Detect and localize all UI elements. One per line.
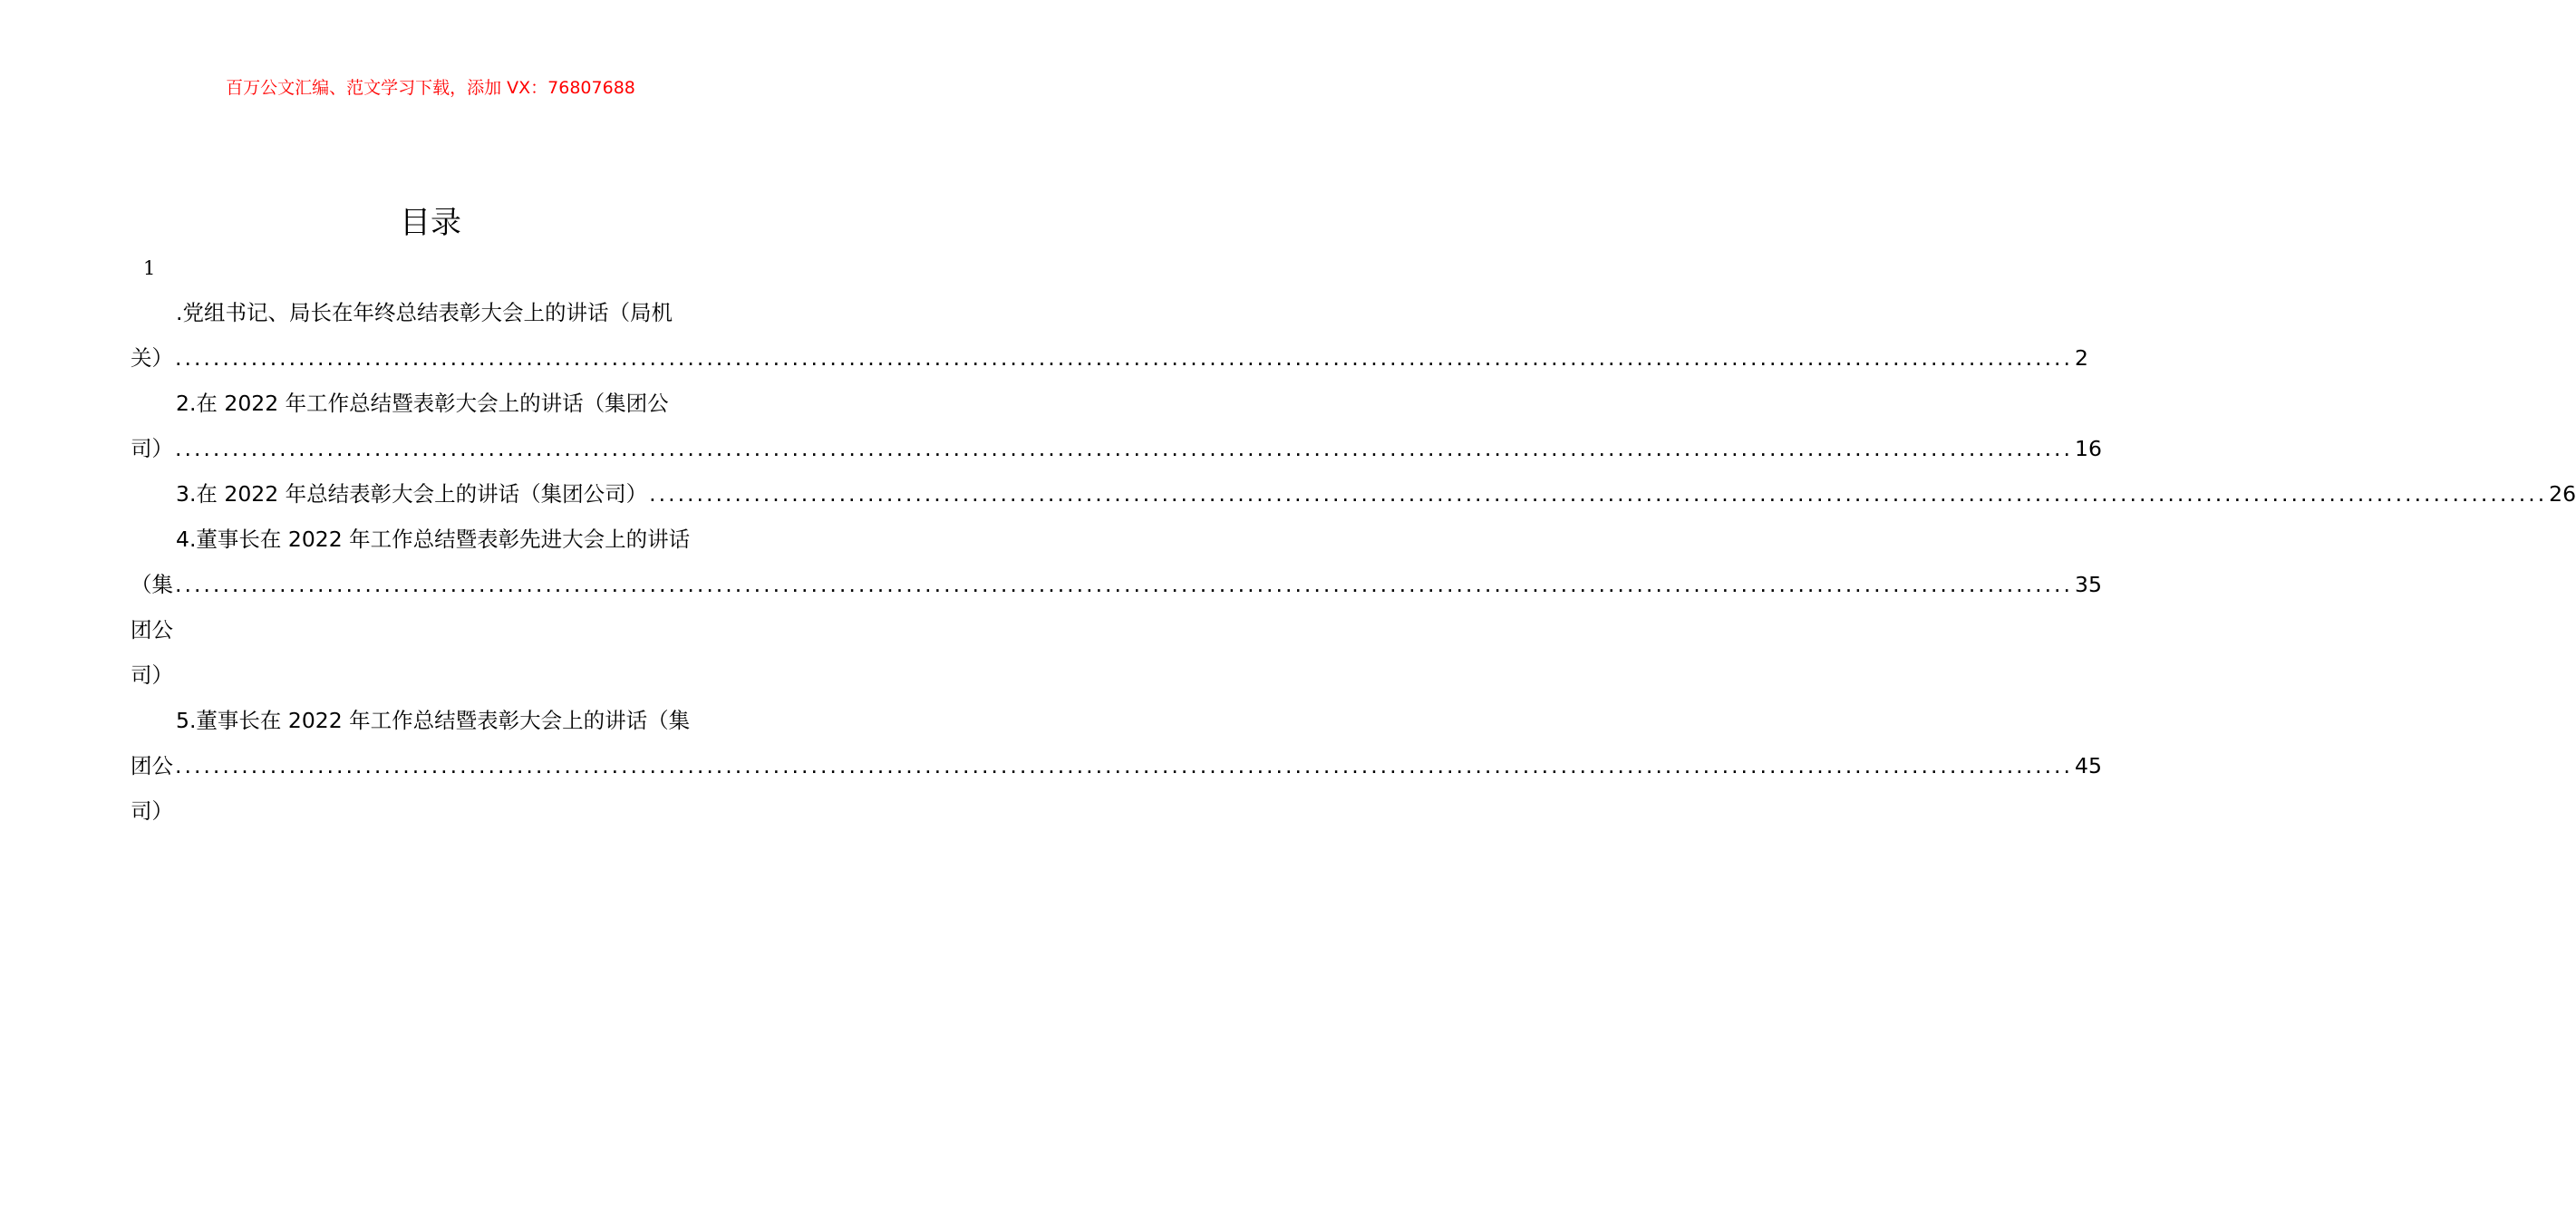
toc-page-number: 26 xyxy=(2549,481,2576,507)
toc-entry-title: 2.在 2022 年工作总结暨表彰大会上的讲话（集团公 xyxy=(176,391,669,416)
toc-entry-title: 4.董事长在 2022 年工作总结暨表彰先进大会上的讲话 xyxy=(176,527,691,552)
toc-page-number: 35 xyxy=(2075,572,2102,597)
toc-entry-2[interactable] xyxy=(131,381,2102,471)
toc-page-number: 2 xyxy=(2075,345,2088,371)
toc-entry-3[interactable] xyxy=(131,471,2576,517)
dot-leader: ........................................................................................................................................................................................................ xyxy=(175,436,2073,461)
dot-leader: ........................................................................................................................................................................................................ xyxy=(175,753,2073,778)
page-title: 目录 xyxy=(400,205,461,241)
table-of-contents xyxy=(131,290,2576,834)
dot-leader: ........................................................................................................................................................................................................ xyxy=(175,345,2073,371)
toc-entry-title-cont: （集团公司） xyxy=(131,572,173,688)
watermark-text: 百万公文汇编、范文学习下载，添加 VX：76807688 xyxy=(226,78,635,98)
toc-entry-4[interactable] xyxy=(131,517,2102,698)
toc-entry-5[interactable] xyxy=(131,698,2102,834)
toc-entry-1[interactable] xyxy=(131,290,2088,381)
toc-entry-title-cont: 司） xyxy=(131,436,173,461)
toc-entry-title: .党组书记、局长在年终总结表彰大会上的讲话（局机 xyxy=(176,300,673,325)
toc-entry-title-cont: 团公司） xyxy=(131,753,173,824)
toc-entry-title-cont: 关） xyxy=(131,345,173,371)
toc-entry-title: 3.在 2022 年总结表彰大会上的讲话（集团公司） xyxy=(176,481,648,507)
marker-numeral: 1 xyxy=(143,257,156,279)
toc-page-number: 16 xyxy=(2075,436,2102,461)
dot-leader: ........................................................................................................................................................................................................ xyxy=(649,481,2548,507)
dot-leader: ........................................................................................................................................................................................................ xyxy=(175,572,2073,597)
toc-page-number: 45 xyxy=(2075,753,2102,778)
toc-entry-title: 5.董事长在 2022 年工作总结暨表彰大会上的讲话（集 xyxy=(176,708,691,733)
